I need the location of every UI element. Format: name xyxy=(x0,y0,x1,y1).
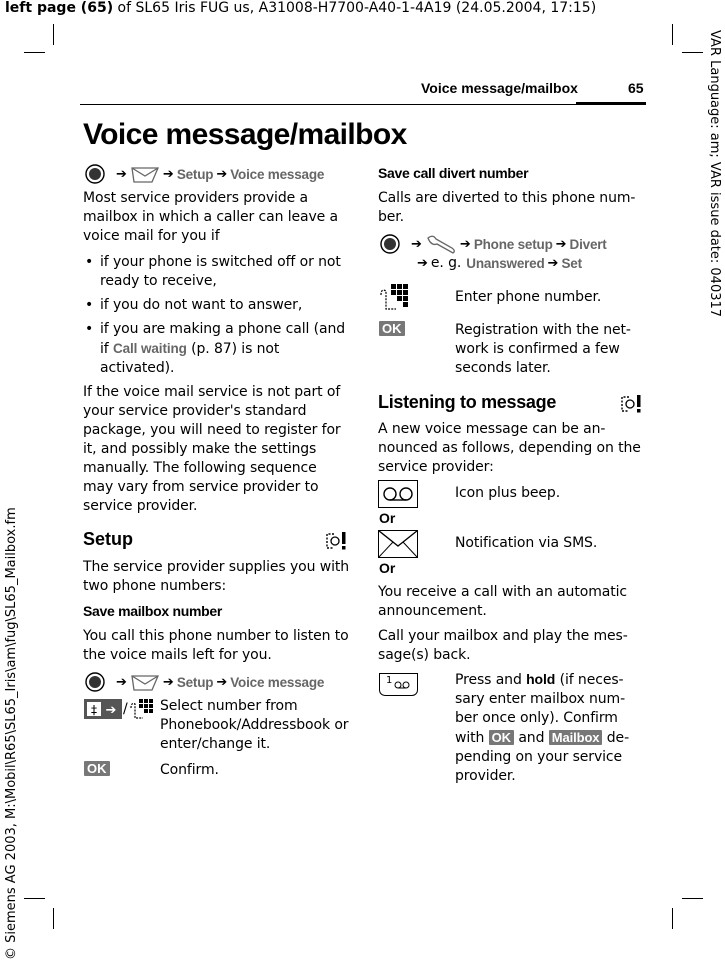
running-head-title: Voice message/mailbox xyxy=(421,80,578,96)
mailbox-softkey: Mailbox xyxy=(549,730,603,745)
select-number-text: Select number from Phonebook/Addressbook or enter/change it. xyxy=(160,698,349,752)
bullet3-pre: if you are making a phone call (and if xyxy=(100,321,346,357)
nav1-voice-message: Voice message xyxy=(230,166,325,182)
intro-text: Most service providers provide a mailbox in which a caller can leave a voice mail for you if xyxy=(83,190,339,244)
provider-dependent-icon xyxy=(323,530,349,552)
listening-text: A new voice message can be an-nounced as follows, depending on the service provider: xyxy=(378,421,641,475)
icon-beep-text: Icon plus beep. xyxy=(455,485,561,501)
nav3-eg: e. g. xyxy=(430,255,462,271)
meta-header xyxy=(5,0,596,16)
meta-header-rest: of SL65 Iris FUG us, A31008-H7700-A40-1-4A19 (24.05.2004, 17:15) xyxy=(113,0,597,16)
sms-text: Notification via SMS. xyxy=(455,535,598,551)
nav-path-3: ➔ ➔ Phone setup ➔ Divert xyxy=(379,234,607,254)
bullet-list xyxy=(83,253,351,383)
nav-joystick-icon xyxy=(84,672,106,692)
crop-mark xyxy=(53,908,54,929)
keypad-icon xyxy=(379,283,409,311)
nav3-divert: Divert xyxy=(569,236,607,252)
call-mailbox-text: Call your mailbox and play the mes-sage(s) back. xyxy=(378,628,628,663)
nav1-setup: Setup xyxy=(176,166,214,182)
press-post: de-pending on your service provider. xyxy=(455,730,630,784)
key-1-icon xyxy=(379,673,418,696)
registration-text: Registration with the net-work is confirmed a few seconds later. xyxy=(455,322,631,376)
side-text-right: VAR Language: am; VAR issue date: 040317 xyxy=(707,30,722,318)
voicemail-tape-icon xyxy=(394,681,410,689)
running-head-rule-thick xyxy=(576,102,646,105)
bullet-item xyxy=(83,320,351,378)
messages-icon xyxy=(130,164,160,184)
ok-softkey: OK xyxy=(84,761,110,776)
crop-mark xyxy=(672,908,673,929)
svg-text:‡: ‡ xyxy=(91,703,97,717)
nav-joystick-icon xyxy=(379,234,401,254)
save-divert-text: Calls are diverted to this phone num-ber. xyxy=(378,190,636,225)
bullet-item: • if your phone is switched off or not ready to receive, xyxy=(83,253,351,291)
sms-envelope-icon xyxy=(378,530,418,558)
bullet3-post: (p. 87) is not activated). xyxy=(100,341,280,376)
keypad-icon xyxy=(129,698,153,720)
bullet-item: • if you do not want to answer, xyxy=(83,296,351,315)
svg-text:➔: ➔ xyxy=(105,703,117,718)
running-head-rule xyxy=(80,104,576,105)
confirm-text: Confirm. xyxy=(160,762,219,778)
press-hold: hold xyxy=(526,671,556,687)
or-label: Or xyxy=(379,510,396,526)
nav3-set: Set xyxy=(561,256,582,271)
receive-call-text: You receive a call with an automatic announcement. xyxy=(378,584,627,619)
nav3-unanswered: Unanswered xyxy=(466,256,545,271)
call-waiting-link[interactable]: Call waiting xyxy=(112,341,187,356)
save-divert-heading: Save call divert number xyxy=(378,165,529,181)
meta-header-title: left page (65) xyxy=(5,0,114,16)
para-register: If the voice mail service is not part of your service provider's standard package, you will need to register for it, and possibly make the settings manually. The following sequence may vary from service provider to service provider. xyxy=(83,384,341,514)
messages-icon xyxy=(130,672,160,692)
key-1-label: 1 xyxy=(386,675,393,686)
nav3-phone-setup: Phone setup xyxy=(473,236,553,252)
phonebook-icon xyxy=(84,699,122,719)
side-text-left: © Siemens AG 2003, M:\Mobil\R65\SL65_Iris\am\fug\SL65_Mailbox.fm xyxy=(4,507,19,960)
crop-mark xyxy=(24,52,45,53)
provider-dependent-icon xyxy=(618,393,644,415)
nav2-voice-message: Voice message xyxy=(230,674,325,690)
voicemail-icon xyxy=(378,480,418,508)
listening-heading: Listening to message xyxy=(378,392,557,412)
save-mailbox-text: You call this phone number to listen to the voice mails left for you. xyxy=(83,628,349,663)
enter-number-text: Enter phone number. xyxy=(455,289,602,305)
nav-path-3b: ➔ e. g. Unanswered ➔ Set xyxy=(417,255,582,271)
page-title: Voice message/mailbox xyxy=(83,118,407,151)
crop-mark xyxy=(53,24,54,45)
crop-mark xyxy=(672,24,673,45)
ok-softkey: OK xyxy=(379,321,405,336)
crop-mark xyxy=(24,898,45,899)
save-mailbox-heading: Save mailbox number xyxy=(83,603,223,619)
crop-mark xyxy=(682,898,703,899)
ok-softkey: OK xyxy=(489,730,514,745)
phonebook-keypad-icons: ‡ ➔ / xyxy=(84,698,153,720)
press-pre: Press and xyxy=(455,672,527,688)
press-hold-text xyxy=(455,670,645,786)
nav-path-2: ➔ ➔ Setup ➔ Voice message xyxy=(84,672,324,692)
or-label: Or xyxy=(379,560,396,576)
press-mid: (if neces-sary enter mailbox num-ber once only). Confirm with xyxy=(455,672,626,746)
press-and: and xyxy=(513,730,549,746)
crop-mark xyxy=(682,52,703,53)
nav2-setup: Setup xyxy=(176,674,214,690)
setup-text: The service provider supplies you with two phone numbers: xyxy=(83,559,350,594)
nav-joystick-icon xyxy=(84,164,106,184)
nav-path-1: ➔ ➔ Setup ➔ Voice message xyxy=(84,164,324,184)
wrench-icon xyxy=(425,234,457,254)
running-head-page: 65 xyxy=(628,80,644,96)
setup-heading: Setup xyxy=(83,529,134,549)
